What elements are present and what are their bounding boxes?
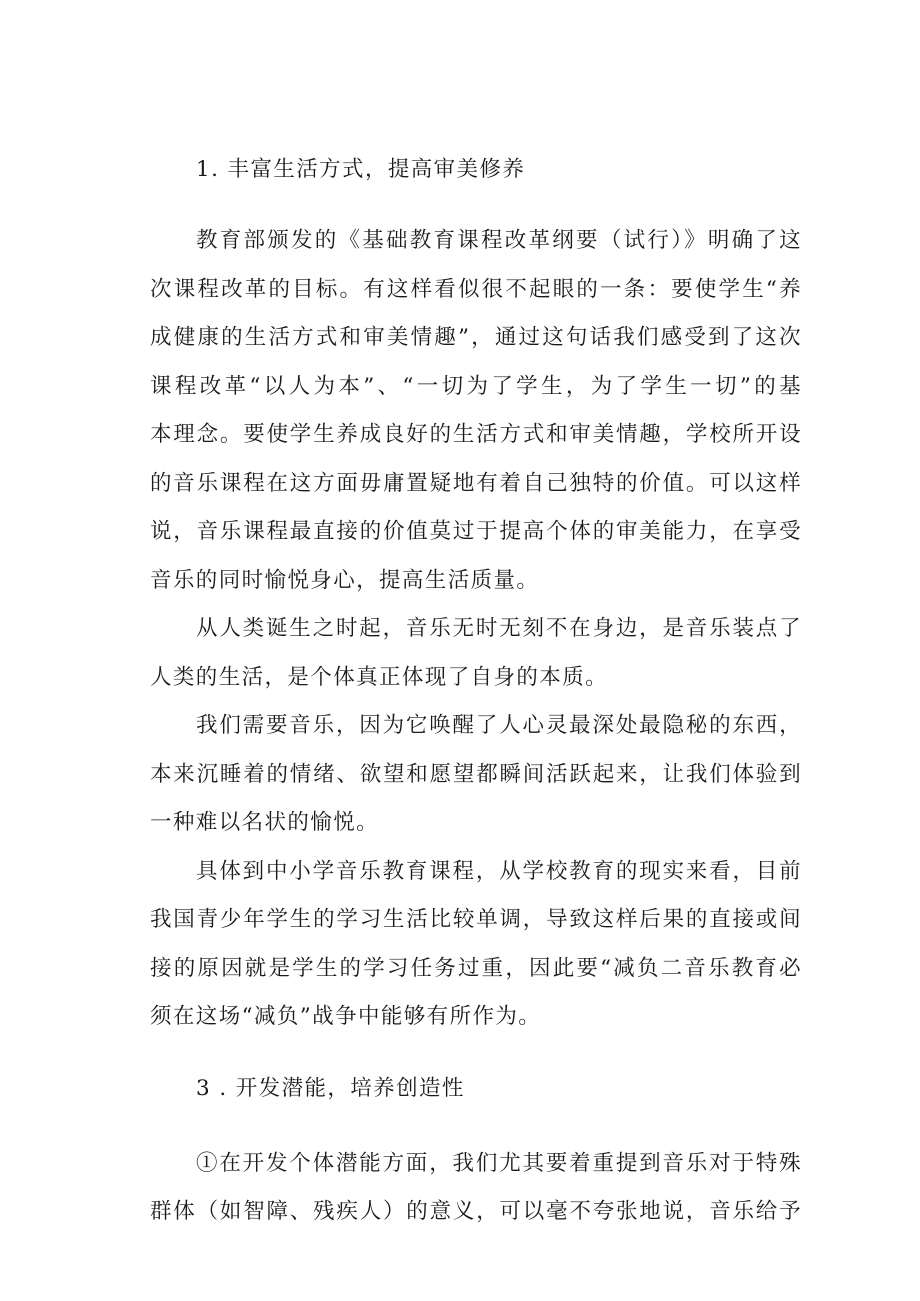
paragraph-line: 一种难以名状的愉悦。 <box>150 810 380 835</box>
section-heading-3: 3 . 开发潜能，培养创造性 <box>196 1075 465 1101</box>
paragraph-line: 须在这场“减负”战争中能够有所作为。 <box>150 1004 542 1029</box>
paragraph-line: ①在开发个体潜能方面，我们尤其要着重提到音乐对于特殊 <box>196 1150 802 1176</box>
paragraph-line: 我们需要音乐，因为它唤醒了人心灵最深处最隐秘的东西， <box>196 713 802 738</box>
paragraph-5 <box>150 1140 802 1237</box>
document-body <box>150 146 802 1237</box>
paragraph-line: 教育部颁发的《基础教育课程改革纲要（试行）》明确了这 <box>196 228 802 253</box>
paragraph-line: 本理念。要使学生养成良好的生活方式和审美情趣，学校所开设 <box>150 422 802 447</box>
paragraph-line: 次课程改革的目标。有这样看似很不起眼的一条：要使学生“养 <box>150 276 802 302</box>
paragraph-line: 我国青少年学生的学习生活比较单调，导致这样后果的直接或间 <box>150 907 802 932</box>
section-heading-1: 1. 丰富生活方式，提高审美修养 <box>196 157 526 182</box>
paragraph-3 <box>150 702 802 848</box>
paragraph-line: 接的原因就是学生的学习任务过重，因此要“减负二音乐教育必 <box>150 955 802 981</box>
paragraph-2 <box>150 605 802 702</box>
paragraph-line: 人类的生活，是个体真正体现了自身的本质。 <box>150 664 609 690</box>
paragraph-4 <box>150 848 802 1042</box>
paragraph-line: 成健康的生活方式和审美情趣”，通过这句话我们感受到了这次 <box>150 325 802 350</box>
paragraph-line: 音乐的同时愉悦身心，提高生活质量。 <box>150 567 540 593</box>
paragraph-line: 课程改革“以人为本”、“一切为了学生，为了学生一切”的基 <box>150 373 802 399</box>
paragraph-1 <box>150 217 802 605</box>
paragraph-line: 的音乐课程在这方面毋庸置疑地有着自己独特的价值。可以这样 <box>150 470 802 496</box>
paragraph-line: 具体到中小学音乐教育课程，从学校教育的现实来看，目前 <box>196 858 802 884</box>
paragraph-line: 群体（如智障、残疾人）的意义，可以毫不夸张地说，音乐给予 <box>150 1199 802 1224</box>
paragraph-line: 说，音乐课程最直接的价值莫过于提高个体的审美能力，在享受 <box>150 519 802 544</box>
paragraph-line: 从人类诞生之时起，音乐无时无刻不在身边，是音乐装点了 <box>196 616 802 641</box>
paragraph-line: 本来沉睡着的情绪、欲望和愿望都瞬间活跃起来，让我们体验到 <box>150 761 802 787</box>
